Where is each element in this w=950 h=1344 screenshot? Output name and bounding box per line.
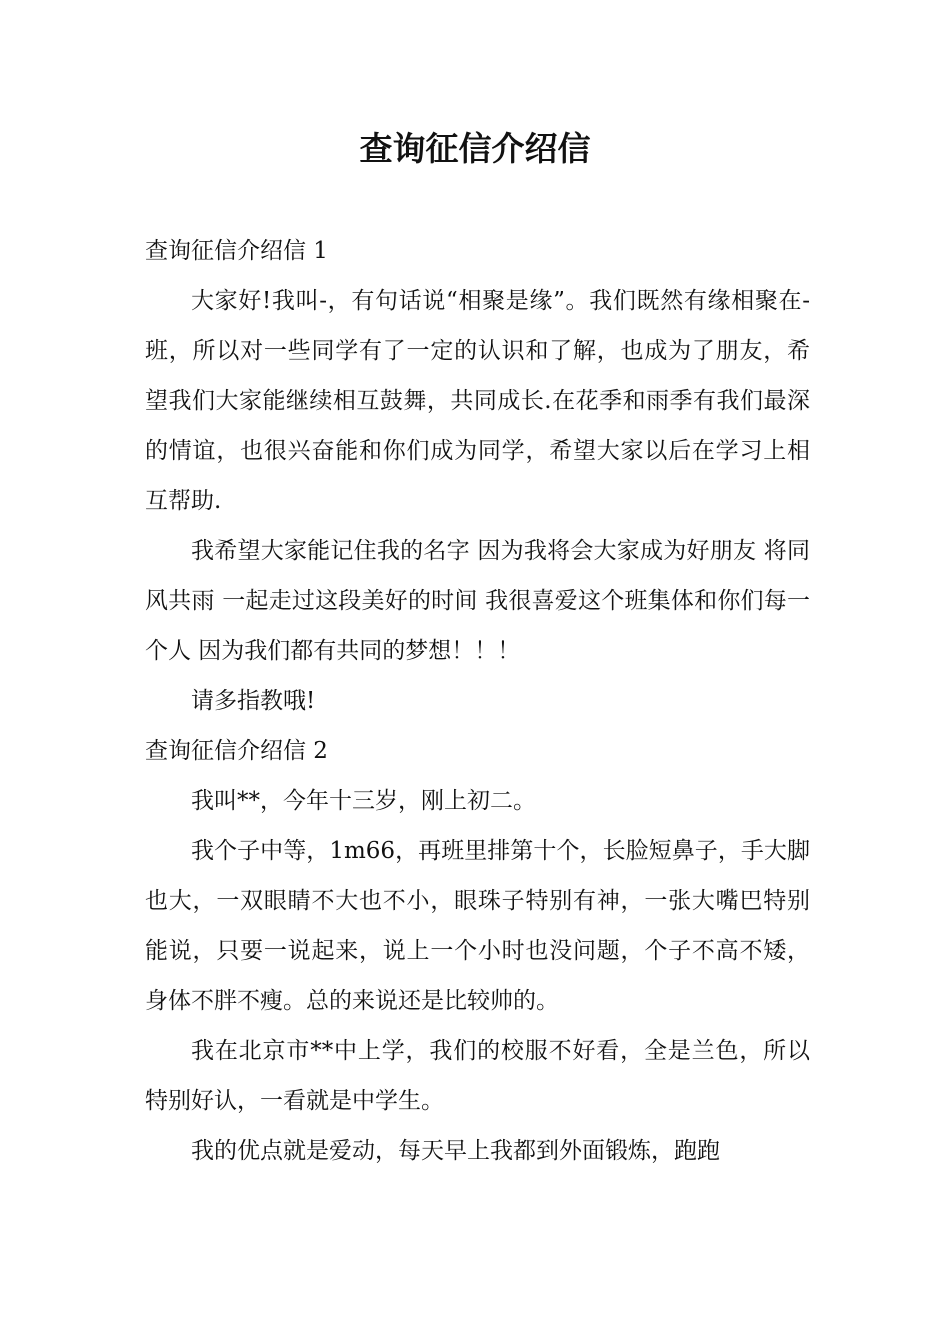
paragraph-5: 我个子中等，1m66，再班里排第十个，长脸短鼻子，手大脚也大，一双眼睛不大也不小，眼珠子特别有神，一张大嘴巴特别能说，只要一说起来，说上一个小时也没问题，个子不高不矮，身体不胖不瘦。总的来说还是比较帅的。 [145, 838, 810, 1014]
paragraph-1: 大家好!我叫-，有句话说“相聚是缘”。我们既然有缘相聚在-班，所以对一些同学有了一定的认识和了解，也成为了朋友，希望我们大家能继续相互鼓舞，共同成长.在花季和雨季有我们最深的情谊，也很兴奋能和你们成为同学，希望大家以后在学习上相互帮助. [145, 288, 810, 514]
paragraph-6: 我在北京市**中上学，我们的校服不好看，全是兰色，所以特别好认，一看就是中学生。 [145, 1038, 810, 1114]
document-body [145, 226, 810, 1176]
paragraph-2: 我希望大家能记住我的名字 因为我将会大家成为好朋友 将同风共雨 一起走过这段美好的时间 我很喜爱这个班集体和你们每一个人 因为我们都有共同的梦想！！！ [145, 538, 810, 664]
paragraph-3: 请多指教哦! [191, 688, 316, 714]
paragraph-4: 我叫**，今年十三岁，刚上初二。 [191, 788, 536, 814]
section-heading-1: 查询征信介绍信 1 [145, 238, 328, 264]
document-title: 查询征信介绍信 [359, 129, 591, 168]
paragraph-7: 我的优点就是爱动，每天早上我都到外面锻炼，跑跑 [191, 1138, 720, 1164]
section-heading-2: 查询征信介绍信 2 [145, 738, 328, 764]
